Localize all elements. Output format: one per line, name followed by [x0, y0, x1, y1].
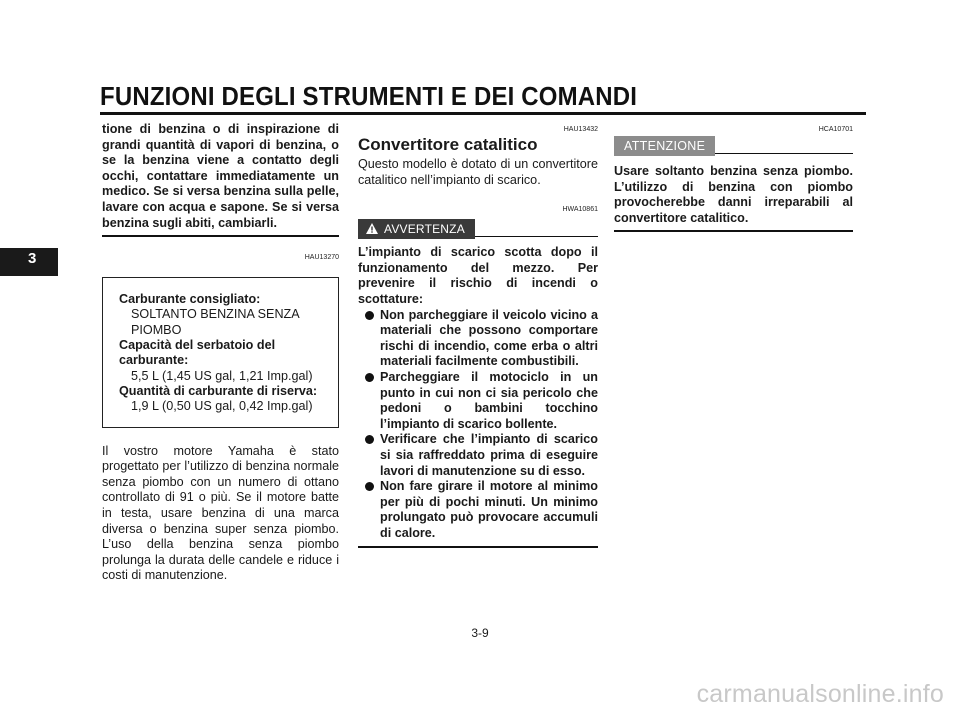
bullet-text: Verificare che l’impianto di scarico si sia raffreddato prima di eseguire lavori di manutenzione su di esso. — [380, 432, 598, 478]
caution-text: Usare soltanto benzina senza piombo. L’utilizzo di benzina con piombo provocherebbe danni irreparabili al convertitore catalitico. — [614, 164, 853, 225]
caution-end-rule — [614, 230, 853, 232]
section-title: Convertitore catalitico — [358, 135, 538, 154]
caution-header — [614, 136, 853, 156]
section-code: HAU13432 — [563, 126, 598, 133]
fuel-value-line2: PIOMBO — [131, 322, 182, 337]
list-item — [358, 308, 598, 370]
caution-code: HCA10701 — [818, 126, 853, 133]
warning-end-rule — [358, 546, 598, 548]
section-code: HAU13270 — [304, 254, 339, 262]
warning-triangle-icon — [366, 223, 378, 234]
caution-header-rule — [715, 153, 853, 154]
fuel-body-text: Il vostro motore Yamaha è stato progettato per l’utilizzo di benzina normale senza piombo con un numero di ottano controllato di 91 o più. Se il motore batte in testa, usare benzina di una marca diversa o benzina super senza piombo. L’uso della benzina senza piombo prolunga la durata delle candele e riduce i costi di manutenzione. — [102, 443, 339, 583]
warning-label: AVVERTENZA — [384, 222, 465, 237]
page-header-title: FUNZIONI DEGLI STRUMENTI E DEI COMANDI — [100, 83, 638, 111]
fuel-label: Carburante consigliato: — [119, 292, 261, 307]
bullet-icon — [365, 373, 374, 382]
bullet-text: Parcheggiare il motociclo in un punto in cui non ci sia pericolo che pedoni o bambini tocchino l’impianto di scarico bollente. — [380, 369, 598, 431]
reserve-label: Quantità di carburante di riserva: — [119, 383, 318, 398]
watermark-text: carmanualsonline.info — [696, 680, 944, 708]
fuel-spec-box — [102, 277, 339, 427]
warning-end-rule — [102, 235, 339, 237]
tank-capacity-label-line2: carburante: — [119, 353, 189, 368]
chapter-number: 3 — [28, 250, 37, 267]
fuel-value-line1: SOLTANTO BENZINA SENZA — [131, 307, 300, 322]
warning-header — [358, 219, 598, 239]
warning-code: HWA10861 — [562, 206, 598, 214]
caution-badge: ATTENZIONE — [614, 136, 715, 156]
column-right — [614, 126, 853, 232]
warning-continued-text: tione di benzina o di inspirazione di grandi quantità di vapori di benzina, o se la benzina viene a contatto degli occhi, contattare immediatamente un medico. Se si versa benzina sulla pelle, lavare con acqua e sapone. Se si versa benzina sugli abiti, cambiarli. — [102, 122, 339, 230]
bullet-text: Non fare girare il motore al minimo per più di pochi minuti. Un minimo prolungato può provocare accumuli di calore. — [380, 479, 598, 540]
bullet-icon — [365, 311, 374, 320]
column-left — [102, 122, 339, 584]
bullet-icon — [365, 482, 374, 491]
tank-capacity-label-line1: Capacità del serbatoio del — [119, 338, 276, 353]
bullet-icon — [365, 435, 374, 444]
warning-bullet-list — [358, 308, 598, 542]
reserve-value: 1,9 L (0,50 US gal, 0,42 Imp.gal) — [131, 399, 313, 414]
warning-header-rule — [475, 236, 598, 238]
list-item — [358, 370, 598, 432]
list-item — [358, 479, 598, 541]
page-number: 3-9 — [471, 626, 489, 640]
warning-badge — [358, 219, 475, 239]
warning-text: L’impianto di scarico scotta dopo il funzionamento del mezzo. Per prevenire il rischio di incendi o scottature: — [358, 245, 598, 306]
list-item — [358, 432, 598, 479]
catalytic-intro-text: Questo modello è dotato di un convertitore catalitico nell’impianto di scarico. — [358, 157, 598, 187]
column-middle — [358, 126, 598, 548]
header-rule — [100, 112, 866, 115]
tank-capacity-value: 5,5 L (1,45 US gal, 1,21 Imp.gal) — [131, 368, 313, 383]
bullet-text: Non parcheggiare il veicolo vicino a materiali che possono comportare rischi di incendio, come erba o altri materiali facilmente combustibili. — [380, 307, 598, 369]
